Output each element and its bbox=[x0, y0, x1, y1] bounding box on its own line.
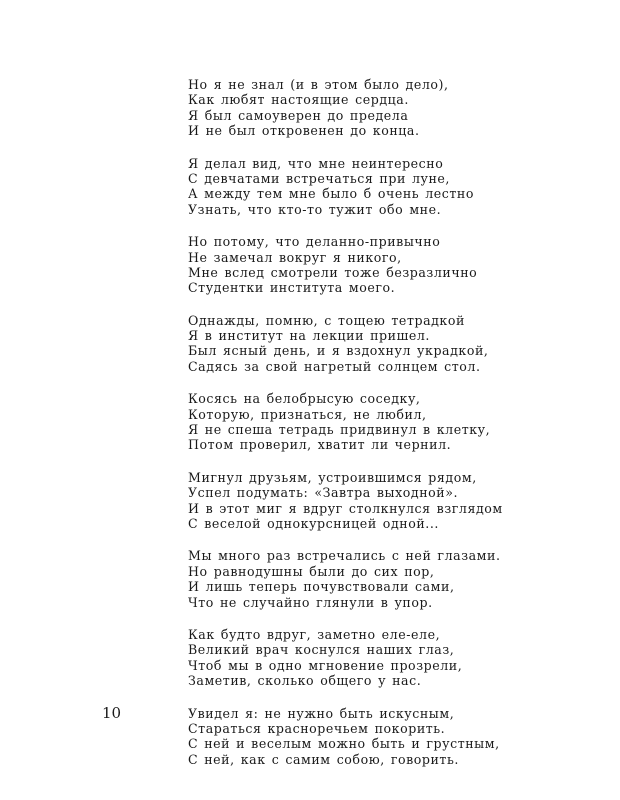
poem-line: Узнать, что кто-то тужит обо мне. bbox=[188, 201, 442, 217]
poem-line: Я делал вид, что мне неинтересно bbox=[188, 155, 444, 171]
poem-line: Мы много раз встречались с ней глазами. bbox=[188, 548, 501, 564]
poem-line: А между тем мне было б очень лестно bbox=[188, 186, 474, 202]
poem-line: Я в институт на лекции пришел. bbox=[188, 328, 430, 344]
poem-line: Но равнодушны были до сих пор, bbox=[188, 563, 435, 579]
poem-line: С девчатами встречаться при луне, bbox=[188, 170, 450, 186]
poem-line: Мне вслед смотрели тоже безразлично bbox=[188, 264, 478, 280]
poem-line: Студентки института моего. bbox=[188, 280, 396, 296]
poem-line: Успел подумать: «Завтра выходной». bbox=[188, 485, 459, 501]
poem-line: И лишь теперь почувствовали сами, bbox=[188, 579, 455, 595]
poem-line: Чтоб мы в одно мгновение прозрели, bbox=[188, 657, 463, 673]
stanza bbox=[188, 706, 528, 768]
stanza bbox=[188, 548, 528, 610]
page-number: 10 bbox=[102, 704, 122, 722]
poem-line: Увидел я: не нужно быть искусным, bbox=[188, 705, 455, 721]
poem-line: И не был откровенен до конца. bbox=[188, 123, 420, 139]
stanza bbox=[188, 470, 528, 532]
poem-line: Косясь на белобрысую соседку, bbox=[188, 391, 421, 407]
poem-line: Я не спеша тетрадь придвинул в клетку, bbox=[188, 422, 491, 438]
stanza bbox=[188, 313, 528, 375]
poem-line: Но потому, что деланно-привычно bbox=[188, 234, 441, 250]
poem-line: Садясь за свой нагретый солнцем стол. bbox=[188, 358, 481, 374]
stanza bbox=[188, 391, 528, 453]
poem-line: Заметив, сколько общего у нас. bbox=[188, 673, 422, 689]
poem bbox=[188, 77, 528, 784]
poem-line: Потом проверил, хватит ли чернил. bbox=[188, 437, 452, 453]
poem-line: С веселой однокурсницей одной... bbox=[188, 515, 439, 531]
poem-line: Но я не знал (и в этом было дело), bbox=[188, 77, 449, 92]
poem-line: Я был самоуверен до предела bbox=[188, 107, 409, 123]
poem-line: С ней, как с самим собою, говорить. bbox=[188, 751, 459, 767]
poem-line: Как любят настоящие сердца. bbox=[188, 92, 409, 108]
poem-line: Великий врач коснулся наших глаз, bbox=[188, 642, 455, 658]
poem-line: Был ясный день, и я вздохнул украдкой, bbox=[188, 343, 489, 359]
poem-line: Мигнул друзьям, устроившимся рядом, bbox=[188, 469, 477, 485]
poem-line: Не замечал вокруг я никого, bbox=[188, 249, 402, 265]
poem-line: Как будто вдруг, заметно еле-еле, bbox=[188, 626, 441, 642]
stanza bbox=[188, 77, 528, 139]
stanza bbox=[188, 234, 528, 296]
poem-line: И в этот миг я вдруг столкнулся взглядом bbox=[188, 500, 503, 516]
poem-line: Что не случайно глянули в упор. bbox=[188, 594, 433, 610]
poem-line: Стараться красноречьем покорить. bbox=[188, 720, 446, 736]
poem-line: С ней и веселым можно быть и грустным, bbox=[188, 736, 500, 752]
stanza bbox=[188, 156, 528, 218]
poem-line: Однажды, помню, с тощею тетрадкой bbox=[188, 312, 465, 328]
stanza bbox=[188, 627, 528, 689]
poem-line: Которую, признаться, не любил, bbox=[188, 406, 427, 422]
